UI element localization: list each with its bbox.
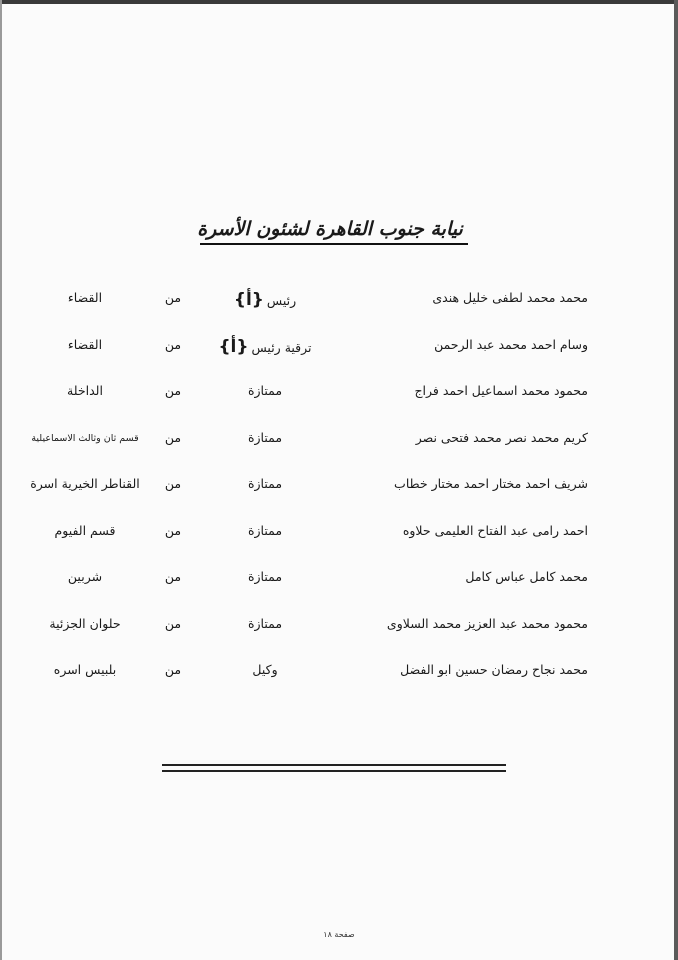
from-label: من xyxy=(164,569,182,584)
list-item xyxy=(0,383,678,407)
destination-label: قسم ثان وثالث الاسماعيلية xyxy=(31,433,139,444)
from-label: من xyxy=(164,383,182,398)
destination-label: القناطر الخيرية اسرة xyxy=(30,476,140,491)
rank-cell xyxy=(200,430,330,445)
from-label: من xyxy=(164,430,182,445)
person-name: شريف احمد مختار احمد مختار خطاب xyxy=(394,476,588,491)
destination-label: بلبيس اسره xyxy=(53,662,117,677)
separator-line-top xyxy=(162,764,506,766)
destination-label: حلوان الجزئية xyxy=(49,616,121,631)
destination-label: القضاء xyxy=(67,337,103,352)
person-name: كريم محمد نصر محمد فتحى نصر xyxy=(415,430,588,445)
rank-label: ممتازة xyxy=(247,430,283,445)
rank-label: وكيل xyxy=(252,662,278,677)
person-name: وسام احمد محمد عبد الرحمن xyxy=(434,337,588,352)
rank-cell xyxy=(200,569,330,584)
from-label: من xyxy=(164,337,182,352)
rank-label: ممتازة xyxy=(247,523,283,538)
list-item xyxy=(0,569,678,593)
destination-label: قسم الفيوم xyxy=(54,523,116,538)
list-item xyxy=(0,337,678,361)
rank-cell xyxy=(200,523,330,538)
person-name: محمود محمد عبد العزيز محمد السلاوى xyxy=(386,616,588,631)
person-name: محمود محمد اسماعيل احمد فراج xyxy=(414,383,588,398)
list-item xyxy=(0,290,678,314)
destination-label: القضاء xyxy=(67,290,103,305)
person-name: محمد نجاح رمضان حسين ابو الفضل xyxy=(400,662,588,677)
person-name: احمد رامى عبد الفتاح العليمى حلاوه xyxy=(402,523,588,538)
rank-label: ترقية رئيس xyxy=(251,340,312,355)
from-label: من xyxy=(164,662,182,677)
from-label: من xyxy=(164,476,182,491)
person-name: محمد كامل عباس كامل xyxy=(465,569,588,584)
rank-label: ممتازة xyxy=(247,476,283,491)
page-title: نيابة جنوب القاهرة لشئون الأسرة xyxy=(197,218,463,240)
rank-cell xyxy=(200,476,330,491)
rank-cell xyxy=(200,290,330,310)
list-item xyxy=(0,616,678,640)
brace-marker: {أ} xyxy=(218,337,249,357)
from-label: من xyxy=(164,523,182,538)
page-number: صفحة ١٨ xyxy=(323,930,355,939)
list-item xyxy=(0,430,678,454)
scan-edge-top xyxy=(0,0,678,4)
brace-marker: {أ} xyxy=(233,290,264,310)
rank-label: رئيس xyxy=(266,293,297,308)
list-item xyxy=(0,476,678,500)
rank-cell xyxy=(200,337,330,357)
rank-label: ممتازة xyxy=(247,569,283,584)
from-label: من xyxy=(164,290,182,305)
list-item xyxy=(0,523,678,547)
rank-cell xyxy=(200,383,330,398)
destination-label: شربين xyxy=(67,569,103,584)
rank-cell xyxy=(200,616,330,631)
rank-label: ممتازة xyxy=(247,383,283,398)
from-label: من xyxy=(164,616,182,631)
title-underline xyxy=(200,243,468,245)
rank-cell xyxy=(200,662,330,677)
destination-label: الداخلة xyxy=(67,383,103,398)
rank-label: ممتازة xyxy=(247,616,283,631)
person-name: محمد محمد لطفى خليل هندى xyxy=(432,290,588,305)
separator-line-bottom xyxy=(162,770,506,772)
list-item xyxy=(0,662,678,686)
